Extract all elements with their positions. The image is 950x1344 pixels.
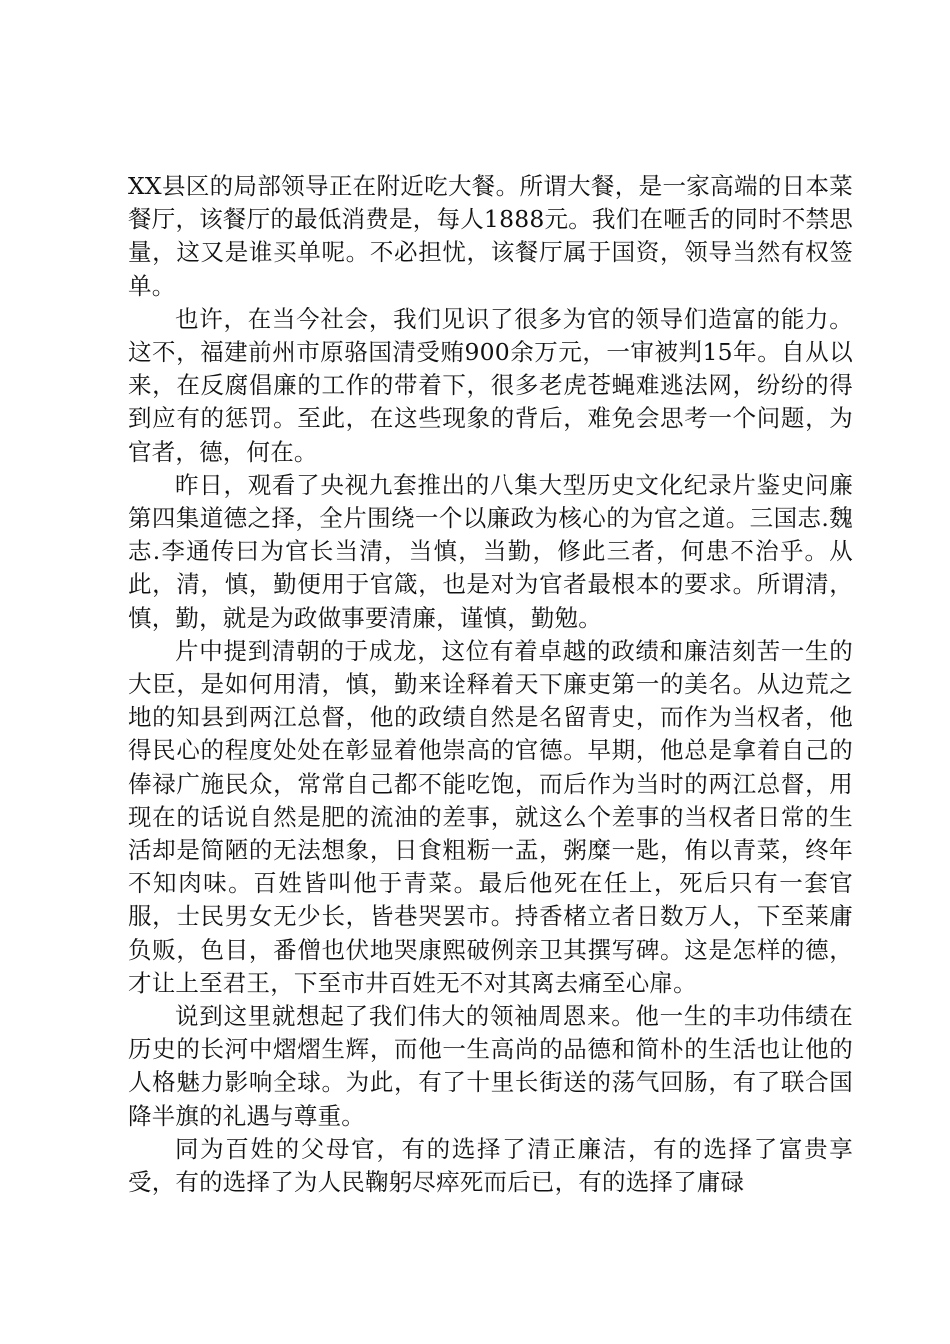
paragraph-3: 昨日，观看了央视九套推出的八集大型历史文化纪录片鉴史问廉第四集道德之择，全片围绕一个以廉政为核心的为官之道。三国志.魏志.李通传曰为官长当清，当慎，当勤，修此三者，何患不治乎。从此，清，慎，勤便用于官箴，也是对为官者最根本的要求。所谓清，慎，勤，就是为政做事要清廉，谨慎，勤勉。 xyxy=(128,470,853,632)
paragraph-5: 说到这里就想起了我们伟大的领袖周恩来。他一生的丰功伟绩在历史的长河中熠熠生辉，而他一生高尚的品德和简朴的生活也让他的人格魅力影响全球。为此，有了十里长街送的荡气回肠，有了联合国降半旗的礼遇与尊重。 xyxy=(128,1002,853,1130)
paragraph-1: XX县区的局部领导正在附近吃大餐。所谓大餐，是一家高端的日本菜餐厅，该餐厅的最低消费是，每人1888元。我们在咂舌的同时不禁思量，这又是谁买单呢。不必担忧，该餐厅属于国资，领导当然有权签单。 xyxy=(128,172,853,300)
paragraph-6: 同为百姓的父母官，有的选择了清正廉洁，有的选择了富贵享受，有的选择了为人民鞠躬尽瘁死而后已，有的选择了庸碌 xyxy=(128,1134,853,1197)
paragraph-2: 也许，在当今社会，我们见识了很多为官的领导们造富的能力。这不，福建前州市原骆国清受贿900余万元，一审被判15年。自从以来，在反腐倡廉的工作的带着下，很多老虎苍蝇难逃法网，纷纷的得到应有的惩罚。至此，在这些现象的背后，难免会思考一个问题，为官者，德，何在。 xyxy=(128,304,853,466)
paragraph-4: 片中提到清朝的于成龙，这位有着卓越的政绩和廉洁刻苦一生的大臣，是如何用清，慎，勤来诠释着天下廉吏第一的美名。从边荒之地的知县到两江总督，他的政绩自然是名留青史，而作为当权者，他得民心的程度处处在彰显着他崇高的官德。早期，他总是拿着自己的俸禄广施民众，常常自己都不能吃饱，而后作为当时的两江总督，用现在的话说自然是肥的流油的差事，就这么个差事的当权者日常的生活却是简陋的无法想象，日食粗粝一盂，粥糜一匙，侑以青菜，终年不知肉味。百姓皆叫他于青菜。最后他死在任上，死后只有一套官服，士民男女无少长，皆巷哭罢市。持香楮立者日数万人，下至莱庸负贩，色目，番僧也伏地哭康熙破例亲卫其撰写碑。这是怎样的德，才让上至君王，下至市井百姓无不对其离去痛至心扉。 xyxy=(128,636,853,997)
document-body xyxy=(128,170,853,1199)
